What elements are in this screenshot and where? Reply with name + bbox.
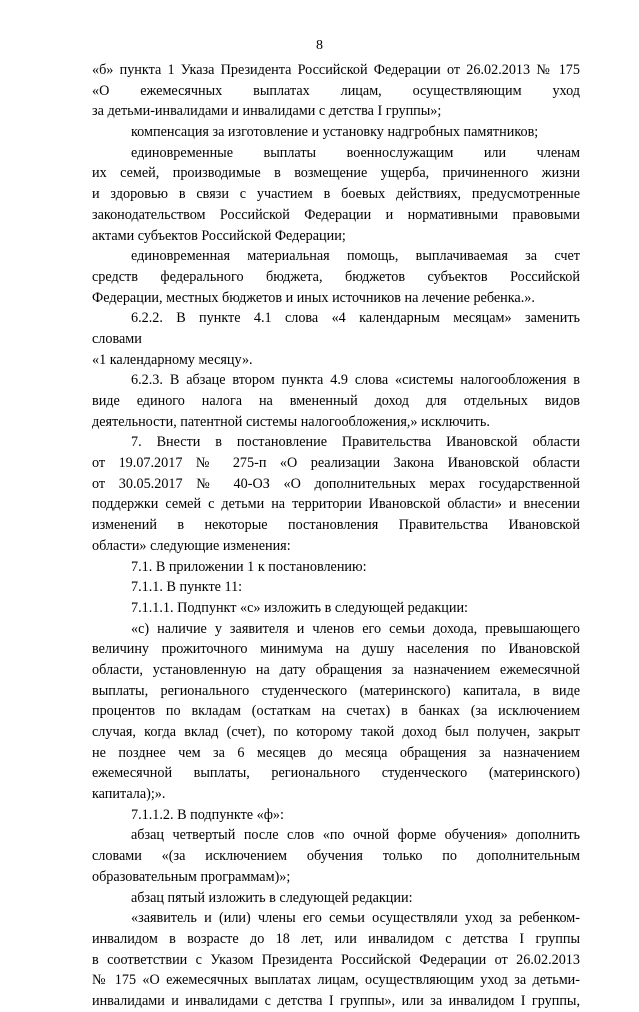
text-line: 7.1. В приложении 1 к постановлению: <box>131 558 367 575</box>
text-line: единовременные выплаты военнослужащим или членам <box>131 144 580 161</box>
text-line: от 30.05.2017 № 40-ОЗ «О дополнительных мерах государственной <box>92 475 580 492</box>
text-line: Федерации, местных бюджетов и иных источников на лечение ребенка.». <box>92 289 535 306</box>
text-line: 7. Внести в постановление Правительства Ивановской области <box>131 434 580 451</box>
text-line: словами <box>92 330 142 347</box>
text-line: 7.1.1.2. В подпункте «ф»: <box>131 806 284 823</box>
text-line: виде единого налога на вмененный доход для отдельных видов <box>92 393 580 409</box>
text-line: 6.2.3. В абзаце втором пункта 4.9 слова «системы налогообложения в <box>131 372 580 389</box>
text-line: 7.1.1.1. Подпункт «с» изложить в следующей редакции: <box>131 599 468 616</box>
text-line: «1 календарному месяцу». <box>92 351 253 368</box>
text-line: поддержки семей с детьми на территории Ивановской области» и внесении <box>92 496 580 513</box>
text-line: абзац четвертый после слов «по очной форме обучения» дополнить <box>131 827 580 844</box>
text-line: изменений в некоторые постановления Правительства Ивановской <box>92 517 580 534</box>
text-line: инвалидом в возрасте до 18 лет, или инвалидом с детства I группы <box>92 930 580 947</box>
text-line: словами «(за исключением обучения только по дополнительным <box>92 848 580 865</box>
text-line: компенсация за изготовление и установку надгробных памятников; <box>131 124 539 141</box>
text-line: не позднее чем за 6 месяцев до месяца обращения за назначением <box>92 744 580 761</box>
page-number: 8 <box>316 38 323 53</box>
text-line: и здоровью в связи с участием в боевых действиях, предусмотренные <box>92 186 580 203</box>
text-line: 7.1.1. В пункте 11: <box>131 579 243 596</box>
text-line: случая, когда вклад (счет), по которому такой доход был получен, закрыт <box>92 724 580 740</box>
text-line: области, установленную на дату обращения за назначением ежемесячной <box>92 661 580 678</box>
text-line: образовательным программам)»; <box>92 868 291 885</box>
text-line: инвалидами и инвалидами с детства I группы», или за инвалидом I группы, <box>92 992 580 1009</box>
text-line: № 175 «О ежемесячных выплатах лицам, осуществляющим уход за детьми- <box>92 972 580 989</box>
text-line: «О ежемесячных выплатах лицам, осуществляющим уход <box>92 82 580 99</box>
document-body <box>92 60 580 1012</box>
text-line: 6.2.2. В пункте 4.1 слова «4 календарным месяцам» заменить <box>131 310 580 327</box>
text-line: «б» пункта 1 Указа Президента Российской Федерации от 26.02.2013 № 175 <box>92 62 580 78</box>
text-line: единовременная материальная помощь, выплачиваемая за счет <box>131 248 580 265</box>
text-line: «заявитель и (или) члены его семьи осуществляли уход за ребенком- <box>131 910 580 927</box>
text-line: ежемесячной выплаты, регионального студенческого (материнского) <box>92 765 580 782</box>
text-line: выплаты, регионального студенческого (материнского) капитала, в виде <box>92 682 580 699</box>
text-line: «с) наличие у заявителя и членов его семьи дохода, превышающего <box>131 620 580 637</box>
text-line: законодательством Российской Федерации и нормативными правовыми <box>92 206 580 223</box>
text-line: абзац пятый изложить в следующей редакции: <box>131 889 413 906</box>
text-line: их семей, производимые в возмещение ущерба, причиненного жизни <box>92 165 580 182</box>
text-line: за детьми-инвалидами и инвалидами с детства I группы»; <box>92 103 442 120</box>
text-line: области» следующие изменения: <box>92 537 291 554</box>
text-line: от 19.07.2017 № 275-п «О реализации Закона Ивановской области <box>92 455 580 472</box>
text-line: средств федерального бюджета, бюджетов субъектов Российской <box>92 268 580 285</box>
text-line: процентов по вкладам (остаткам на счетах) в банках (за исключением <box>92 703 580 720</box>
text-line: капитала);». <box>92 786 166 803</box>
text-line: в соответствии с Указом Президента Российской Федерации от 26.02.2013 <box>92 951 580 968</box>
text-line: величину прожиточного минимума на душу населения по Ивановской <box>92 641 580 658</box>
text-line: деятельности, патентной системы налогообложения,» исключить. <box>92 413 490 430</box>
text-line: актами субъектов Российской Федерации; <box>92 227 346 244</box>
